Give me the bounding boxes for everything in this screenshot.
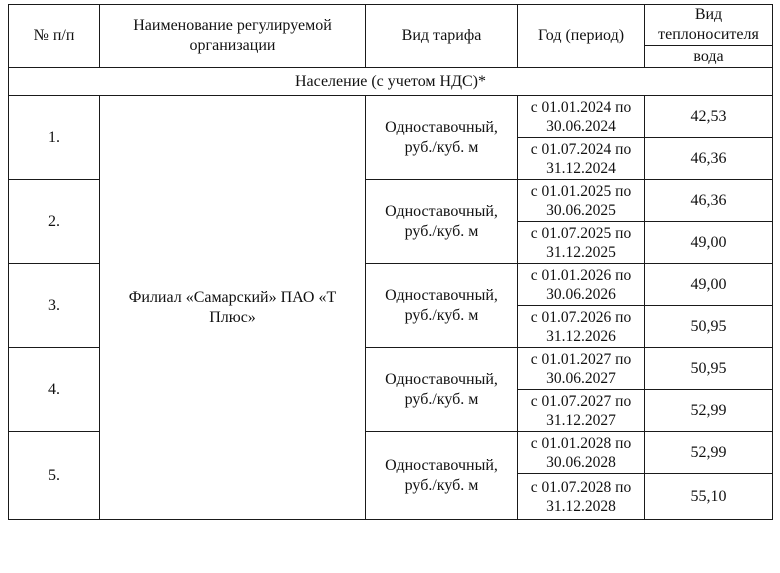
header-period: Год (период) <box>518 5 645 68</box>
value-cell: 52,99 <box>645 432 773 474</box>
value-cell: 42,53 <box>645 96 773 138</box>
row-number: 2. <box>9 180 100 264</box>
period-cell: с 01.07.2025 по 31.12.2025 <box>518 222 645 264</box>
value-cell: 46,36 <box>645 138 773 180</box>
value-cell: 50,95 <box>645 306 773 348</box>
header-tariff-type: Вид тарифа <box>366 5 518 68</box>
table-row <box>9 96 773 138</box>
value-cell: 49,00 <box>645 264 773 306</box>
section-row <box>9 68 773 96</box>
tariff-table <box>8 4 773 520</box>
value-cell: 52,99 <box>645 390 773 432</box>
tariff-type: Одноставочный, руб./куб. м <box>366 432 518 520</box>
header-row <box>9 5 773 46</box>
tariff-type: Одноставочный, руб./куб. м <box>366 180 518 264</box>
organization-name: Филиал «Самарский» ПАО «Т Плюс» <box>100 96 366 520</box>
tariff-table-container <box>8 4 773 520</box>
period-cell: с 01.01.2027 по 30.06.2027 <box>518 348 645 390</box>
period-cell: с 01.01.2026 по 30.06.2026 <box>518 264 645 306</box>
value-cell: 46,36 <box>645 180 773 222</box>
section-title: Население (с учетом НДС)* <box>9 68 773 96</box>
period-cell: с 01.01.2024 по 30.06.2024 <box>518 96 645 138</box>
header-organization: Наименование регулируемой организации <box>100 5 366 68</box>
row-number: 1. <box>9 96 100 180</box>
period-cell: с 01.01.2028 по 30.06.2028 <box>518 432 645 474</box>
header-water: вода <box>645 46 773 68</box>
row-number: 4. <box>9 348 100 432</box>
period-cell: с 01.07.2026 по 31.12.2026 <box>518 306 645 348</box>
period-cell: с 01.07.2024 по 31.12.2024 <box>518 138 645 180</box>
header-carrier: Вид теплоносителя <box>645 5 773 46</box>
period-cell: с 01.07.2028 по 31.12.2028 <box>518 474 645 520</box>
value-cell: 55,10 <box>645 474 773 520</box>
value-cell: 50,95 <box>645 348 773 390</box>
period-cell: с 01.01.2025 по 30.06.2025 <box>518 180 645 222</box>
header-num: № п/п <box>9 5 100 68</box>
value-cell: 49,00 <box>645 222 773 264</box>
tariff-type: Одноставочный, руб./куб. м <box>366 264 518 348</box>
tariff-type: Одноставочный, руб./куб. м <box>366 96 518 180</box>
row-number: 3. <box>9 264 100 348</box>
period-cell: с 01.07.2027 по 31.12.2027 <box>518 390 645 432</box>
tariff-type: Одноставочный, руб./куб. м <box>366 348 518 432</box>
row-number: 5. <box>9 432 100 520</box>
